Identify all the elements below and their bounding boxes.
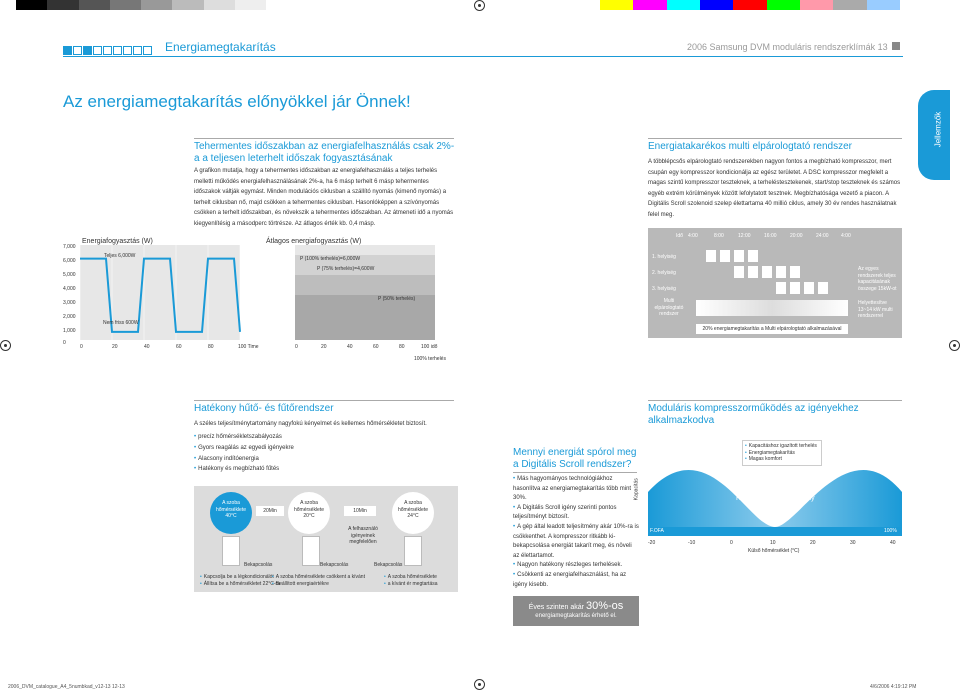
- x-tick: 100 idő: [421, 344, 438, 350]
- col1-body: A grafikon mutatja, hogy a tehermentes időszakban az energiafelhasználás a teljes terhelés melletti működés energiafelhasználásának 2%-a, ha 6 másp terhelt 6 másp tehermentes időszakok váltják egymást. Minden modulációs ciklusban a szállító nyomás (kimenő nyomás) a terhelt ciklusban nő, majd csökken a tehermentes ciklusban. Hasonlóképpen a szívónyomás csökken a terhelt időszakban, és növekszik a tehermentes időszakban. Az átmeneti idő a nyomás kiegyenlítésig a másodperc törtrésze. Az átlagos érték kb. 0,4 másp.: [194, 168, 454, 227]
- col2b-divider: [513, 472, 637, 473]
- legend-item: • Energiamegtakarítás: [745, 450, 819, 457]
- bubble-20: A szoba hőmérséklete 20°C: [288, 492, 330, 534]
- col1b-title: Hatékony hűtő- és fűtőrendszer: [194, 403, 334, 414]
- start-label: Bekapcsolás: [244, 562, 273, 568]
- x-tick: 100 Time: [238, 344, 259, 350]
- col1b-bullets: [194, 432, 294, 475]
- x-tick: 30: [850, 540, 856, 546]
- page-headline: Az energiamegtakarítás előnyökkel jár Önnek!: [63, 92, 411, 111]
- y-tick: 3,000: [63, 300, 76, 306]
- y-tick: 6,000: [63, 258, 76, 264]
- row-label: 3. helyiség: [652, 286, 676, 292]
- chart-right-footer: 100% terhelés: [414, 356, 446, 362]
- col1b-intro: A széles teljesítménytartomány nagyfokú kényelmet és kellemes hőmérsékletet biztosít.: [194, 421, 427, 427]
- schedule-row: [676, 266, 852, 278]
- x-tick: -10: [688, 540, 696, 546]
- footer-stamp: 4/6/2006 4:19:12 PM: [870, 684, 917, 690]
- x-axis-label: Külső hőmérséklet (°C): [748, 548, 800, 554]
- chart-right-title: Átlagos energiafogyasztás (W): [266, 238, 362, 245]
- y-axis-label: Kapacitás: [633, 478, 640, 501]
- ac-unit-icon: [404, 536, 422, 566]
- y-tick: 4,000: [63, 286, 76, 292]
- x-tick: 40: [890, 540, 896, 546]
- perf-label: Kompresszorteljesítmény: [736, 495, 815, 502]
- start-label: Bekapcsolás: [374, 562, 403, 568]
- col3-divider: [648, 138, 902, 139]
- ac-unit-icon: [302, 536, 320, 566]
- arrow-10min: 10Min: [344, 506, 376, 516]
- x-tick: 80: [208, 344, 214, 350]
- unit3-notes: • A szoba hőmérséklete • a kívánt ér megtartása: [384, 574, 438, 587]
- side-tab-label: Jellemzők: [933, 111, 943, 148]
- x-tick: 20: [321, 344, 327, 350]
- list-item: • Más hagyományos technológiákhoz hasonlítva az energiamegtakarítás több mint 30%.: [513, 475, 639, 504]
- catalog-title: 2006 Samsung DVM moduláris rendszerklímák 13: [687, 42, 900, 52]
- col3b-title: Moduláris kompresszorműködés az igényekhez alkalmazkodva: [648, 403, 859, 426]
- start-label: Bekapcsolás: [320, 562, 349, 568]
- x-tick: 40: [347, 344, 353, 350]
- list-item: • precíz hőmérsékletszabályozás: [194, 432, 294, 443]
- footer-file: 2006_DVM_catalogue_A4_5numbkad_v12-13 12-13: [8, 684, 125, 690]
- x-tick: 80: [399, 344, 405, 350]
- x-tick: 0: [730, 540, 733, 546]
- bubble-40: A szoba hőmérséklete 40°C: [210, 492, 252, 534]
- registration-mark-icon: [949, 340, 960, 351]
- y-tick: 5,000: [63, 272, 76, 278]
- cmyk-bar: [600, 0, 900, 10]
- col3b-divider: [648, 400, 902, 401]
- page-rule: [63, 56, 903, 57]
- note1: Az egyes rendszerek teljes kapacitásának összege 15kW-ot: [858, 266, 897, 292]
- x-tick: 0: [295, 344, 298, 350]
- list-item: • Csökkenti az energiafelhasználást, ha az igény kisebb.: [513, 571, 639, 590]
- x-tick: 60: [176, 344, 182, 350]
- list-item: • Nagyon hatékony részleges terhelések.: [513, 561, 639, 571]
- callout-box: Éves szinten akár 30%-os energiamegtakarítás érhető el.: [513, 596, 639, 626]
- savings-bar: 20% energiamegtakarítás a Multi elpárologtató alkalmazásával: [696, 324, 848, 334]
- unit1-notes: • Kapcsolja be a légkondicionálót • Állítsa be a hőmérsékletet 22°C-ra: [200, 574, 280, 587]
- energy-consumption-chart: [80, 245, 255, 345]
- section-title: Energiamegtakarítás: [165, 40, 276, 54]
- x-tick: 10: [770, 540, 776, 546]
- caption-mid: A felhasználó igényeinek megfelelően: [348, 526, 378, 545]
- section-squares: [63, 42, 153, 60]
- col2b-bullets: [513, 475, 639, 590]
- row-label: 1. helyiség: [652, 254, 676, 260]
- x-tick: 20: [112, 344, 118, 350]
- schedule-row: [676, 250, 852, 262]
- x-tick: 0: [80, 344, 83, 350]
- x-tick: 40: [144, 344, 150, 350]
- left-pct: F.OFA: [650, 528, 664, 534]
- col3-title: Energiatakarékos multi elpárologtató rendszer: [648, 141, 852, 152]
- unit2-notes: • A szoba hőmérséklete csökkent a kívánt • Beállított energiaértékre: [272, 574, 365, 587]
- label-idle: Nem friss 600W: [103, 320, 139, 326]
- registration-mark-icon: [474, 679, 485, 690]
- label-full: Teljes 6,000W: [104, 253, 136, 259]
- legend-box: [742, 440, 822, 466]
- color-bar: [16, 0, 266, 10]
- y-tick: 2,000: [63, 314, 76, 320]
- col2b-title: Mennyi energiát spórol meg a Digitális Scroll rendszer?: [513, 447, 637, 470]
- x-tick: 20: [810, 540, 816, 546]
- x-tick: -20: [648, 540, 656, 546]
- y-tick: 0: [63, 340, 66, 346]
- col1b-divider: [194, 400, 454, 401]
- col3-body: A többlépcsős elpárologtató rendszerekben nagyon fontos a megbízható kompresszor, mert csupán egy kompresszor kondicionálja az egész területet. A DSC kompresszor megfelelt a magas szintű kompresszor teszteknek, a terheléstesztekenek, start/stop teszteknek és számos egyéb extrém körülmények között lefolytatott tesztnek. Megbízhatósága vezető a piacon. A Digitális Scroll szolenoid szelep élettartama 40 millió ciklus, amely 30 év rendes használatnak felel meg.: [648, 159, 901, 218]
- y-tick: 7,000: [63, 244, 76, 250]
- y-tick: 1,000: [63, 328, 76, 334]
- right-pct: 100%: [884, 528, 897, 534]
- legend-item: • Kapacitáshoz igazított terhelés: [745, 443, 819, 450]
- multi-label: Multi elpárologtató rendszer: [654, 298, 684, 317]
- list-item: • A gép által leadott teljesítmény akár 10%-ra is csökkenthet. A kompresszor ritkább ki-bekapcsolása energiát takarít meg, és növeli az élettartamot.: [513, 523, 639, 561]
- list-item: • Gyors reagálás az egyedi igényekre: [194, 443, 294, 454]
- list-item: • Alacsony indítóenergia: [194, 454, 294, 465]
- list-item: • A Digitális Scroll igény szerinti pontos teljesítményt biztosít.: [513, 504, 639, 523]
- ac-unit-icon: [222, 536, 240, 566]
- note2: Helyettesítve 13~14 kW multi rendszerrel: [858, 300, 893, 319]
- col1-title: Tehermentes időszakban az energiafelhasználás csak 2%-a a teljesen leterhelt időszak fogyasztásának: [194, 141, 455, 164]
- legend-item: • Magas komfort: [745, 456, 819, 463]
- schedule-row: [676, 282, 852, 294]
- p75-label: P (75% terhelés)=4,600W: [317, 266, 375, 272]
- x-tick: 60: [373, 344, 379, 350]
- bubble-24: A szoba hőmérséklete 24°C: [392, 492, 434, 534]
- registration-mark-icon: [0, 340, 11, 351]
- arrow-20min: 20Min: [256, 506, 284, 516]
- registration-mark-icon: [474, 0, 485, 11]
- multi-bar: [696, 300, 848, 316]
- p100-label: P (100% terhelés)=6,000W: [300, 256, 361, 262]
- col1-divider: [194, 138, 454, 139]
- chart-left-title: Energiafogyasztás (W): [82, 238, 153, 245]
- row-label: 2. helyiség: [652, 270, 676, 276]
- p50-label: P (50% terhelés): [378, 296, 416, 302]
- list-item: • Hatékony és megbízható fűtés: [194, 464, 294, 475]
